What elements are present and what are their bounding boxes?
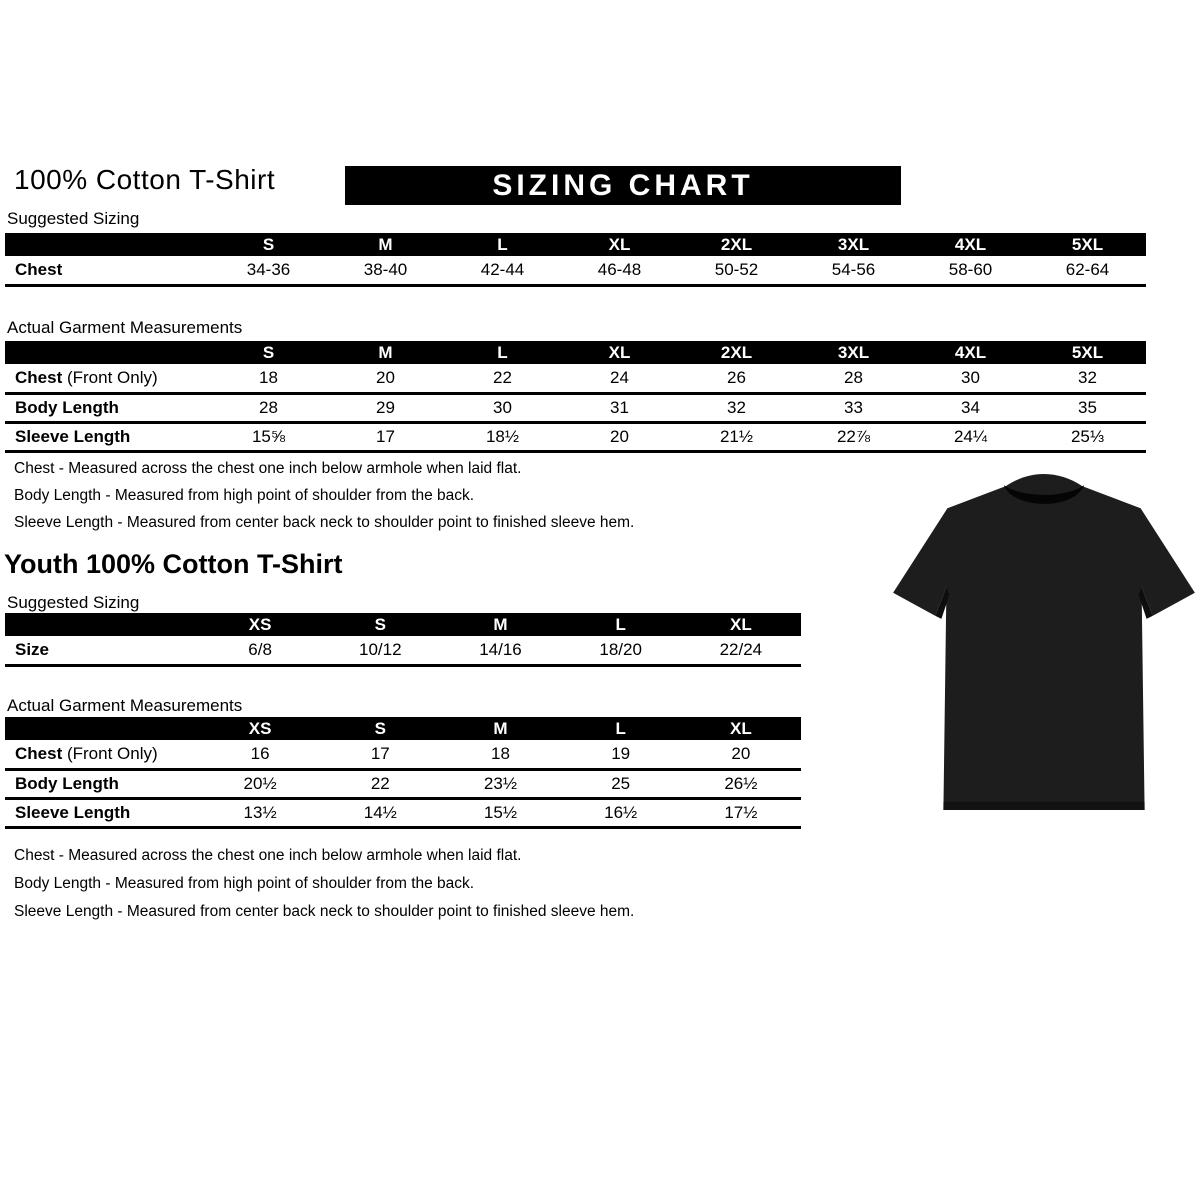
size-header-blank [5,717,200,740]
measurement-value: 25 [611,773,631,793]
size-column-header: XL [561,233,678,256]
measurement-value: 35 [1078,397,1097,417]
measurement-value: 20 [731,743,751,763]
youth-garment-measurements-table [5,717,801,829]
size-column-header: L [561,613,681,636]
measurement-value: 22 [370,773,390,793]
measurement-value: 25⅓ [1070,426,1105,446]
measurement-value: 21½ [719,426,754,446]
row-label: Sleeve Length [15,802,131,822]
measurement-value: 34-36 [246,259,291,279]
measurement-row [5,740,801,769]
measurement-value: 54-56 [831,259,876,279]
measurement-value: 17½ [724,802,758,822]
size-column-header: 5XL [1029,341,1146,364]
sizing-table [5,613,801,667]
size-column-header: 5XL [1029,233,1146,256]
measurement-value: 10/12 [359,639,402,659]
note-sleeve-length: Sleeve Length - Measured from center back neck to shoulder point to finished sleeve hem. [14,514,635,531]
size-column-header: 2XL [678,341,795,364]
measurement-value: 32 [727,397,746,417]
row-label: Sleeve Length [15,426,131,446]
size-column-header: L [444,341,561,364]
measurement-value: 29 [376,397,395,417]
black-tshirt-image [893,474,1195,816]
measurement-value: 46-48 [597,259,642,279]
sizing-table [5,233,1146,287]
measurement-value: 20 [610,426,629,446]
size-column-header: M [440,717,560,740]
measurement-value: 23½ [483,773,518,793]
tshirt-icon [893,474,1195,816]
measurement-value: 18½ [485,426,520,446]
measurement-row [5,393,1146,422]
size-column-header: 2XL [678,233,795,256]
note-sleeve-length: Sleeve Length - Measured from center back neck to shoulder point to finished sleeve hem. [14,903,635,920]
measurement-value: 32 [1078,367,1097,387]
measurement-value: 26 [727,367,746,387]
measurement-value: 17 [370,743,390,763]
size-header-row [5,717,801,740]
row-label: Body Length [15,397,119,417]
adult-suggested-sizing-label: Suggested Sizing [7,209,140,228]
measurement-value: 30 [493,397,512,417]
measurement-value: 20½ [243,773,277,793]
row-label: Chest [15,259,63,279]
row-label: Size [15,639,50,659]
youth-title: Youth 100% Cotton T-Shirt [4,549,343,579]
row-label: Chest (Front Only) [15,367,158,387]
row-label: Body Length [15,773,119,793]
measurement-value: 18 [259,367,278,387]
measurement-value: 14½ [363,802,397,822]
size-column-header: 4XL [912,341,1029,364]
measurement-value: 22/24 [719,639,763,659]
measurement-value: 16½ [604,802,638,822]
size-column-header: S [320,717,440,740]
measurement-value: 42-44 [480,259,525,279]
measurement-value: 62-64 [1065,259,1110,279]
note-body-length: Body Length - Measured from high point of shoulder from the back. [14,487,475,504]
measurement-row [5,256,1146,285]
youth-measurement-notes [14,842,634,926]
measurement-value: 20 [376,367,395,387]
measurement-value: 30 [961,367,980,387]
size-column-header: S [320,613,440,636]
size-column-header: XL [681,613,801,636]
measurement-value: 33 [844,397,863,417]
measurement-value: 24 [610,367,629,387]
measurement-value: 16 [250,743,270,763]
adult-garment-measurements-table [5,341,1146,453]
measurement-value: 38-40 [363,259,408,279]
size-column-header: M [327,233,444,256]
size-column-header: M [327,341,444,364]
measurement-value: 31 [610,397,629,417]
size-header-row [5,233,1146,256]
sizing-table [5,717,801,829]
note-chest: Chest - Measured across the chest one inch below armhole when laid flat. [14,847,522,864]
size-header-row [5,341,1146,364]
size-column-header: L [561,717,681,740]
size-column-header: XS [200,613,320,636]
measurement-value: 6/8 [248,639,272,659]
measurement-value: 28 [844,367,863,387]
measurement-value: 15½ [483,802,518,822]
measurement-value: 14/16 [479,639,522,659]
measurement-value: 17 [376,426,395,446]
row-label: Chest (Front Only) [15,743,158,763]
youth-suggested-sizing-table [5,613,801,667]
size-column-header: 3XL [795,341,912,364]
measurement-row [5,636,801,665]
measurement-value: 50-52 [714,259,759,279]
size-header-blank [5,233,210,256]
size-column-header: L [444,233,561,256]
measurement-value: 22 [493,367,512,387]
adult-suggested-sizing-table [5,233,1146,287]
measurement-value: 18 [491,743,510,763]
size-column-header: XS [200,717,320,740]
measurement-value: 58-60 [948,259,993,279]
measurement-row [5,798,801,827]
measurement-value: 28 [259,397,278,417]
youth-garment-measurements-label: Actual Garment Measurements [7,696,243,715]
size-column-header: XL [561,341,678,364]
measurement-value: 19 [611,743,631,763]
size-column-header: 3XL [795,233,912,256]
measurement-row [5,422,1146,451]
size-header-blank [5,341,210,364]
measurement-value: 34 [961,397,980,417]
note-chest: Chest - Measured across the chest one inch below armhole when laid flat. [14,460,522,477]
measurement-value: 22⅞ [836,426,871,446]
measurement-value: 15⅝ [251,426,286,446]
size-column-header: S [210,341,327,364]
measurement-value: 13½ [243,802,277,822]
size-header-row [5,613,801,636]
youth-suggested-sizing-label: Suggested Sizing [7,593,140,612]
adult-title: 100% Cotton T-Shirt [14,164,276,195]
size-column-header: 4XL [912,233,1029,256]
note-body-length: Body Length - Measured from high point of shoulder from the back. [14,875,475,892]
adult-garment-measurements-label: Actual Garment Measurements [7,318,243,337]
sizing-table [5,341,1146,453]
sizing-chart-banner: SIZING CHART [345,166,901,205]
size-column-header: M [440,613,560,636]
measurement-row [5,364,1146,393]
measurement-value: 24¼ [953,426,988,446]
measurement-row [5,769,801,798]
size-header-blank [5,613,200,636]
adult-measurement-notes [14,455,634,536]
size-column-header: S [210,233,327,256]
measurement-value: 26½ [724,773,758,793]
size-column-header: XL [681,717,801,740]
measurement-value: 18/20 [599,639,642,659]
